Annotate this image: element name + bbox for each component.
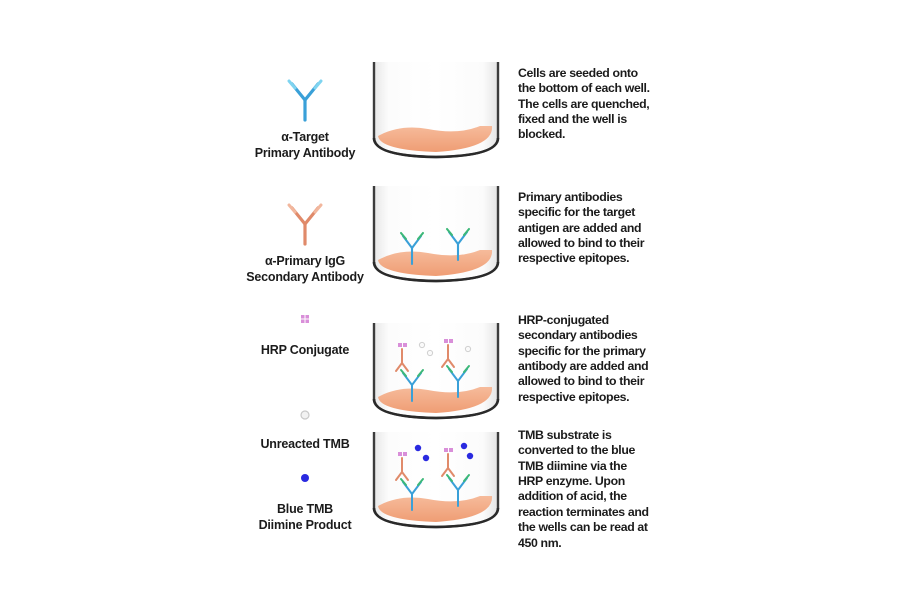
step-4-legend-label: Blue TMB Diimine Product [258, 502, 352, 532]
antibody-y-icon [230, 70, 380, 130]
step-1-well [370, 58, 500, 158]
step-2-legend-label: α-Primary IgG Secondary Antibody [246, 254, 364, 284]
antibody-y-icon [230, 194, 380, 254]
step-1-description: Cells are seeded onto the bottom of each well. The cells are quenched, fixed and the well is blocked. [518, 66, 650, 142]
tmb-dot-icon [230, 466, 380, 490]
step-1-legend [230, 70, 380, 161]
step-3-legend-label-2: Unreacted TMB [260, 436, 350, 451]
tmb-circle-icon [230, 401, 380, 429]
step-4-well [370, 428, 500, 528]
step-2-well [370, 182, 500, 282]
step-3-well [370, 319, 500, 419]
step-2-legend [230, 194, 380, 285]
step-4-description: TMB substrate is converted to the blue TMB diimine via the HRP enzyme. Upon addition of acid, the reaction terminates and the wells can be read at 450 nm. [518, 428, 649, 550]
step-4-legend [230, 466, 380, 533]
step-2-description: Primary antibodies specific for the target antigen are added and allowed to bind to their respective epitopes. [518, 190, 645, 266]
step-1-legend-label: α-Target Primary Antibody [254, 130, 356, 160]
step-3-legend-label: HRP Conjugate [260, 343, 350, 357]
hrp-square-icon [230, 305, 380, 333]
step-3-legend [230, 305, 380, 452]
step-3-description: HRP-conjugated secondary antibodies specific for the primary antibody are added and allowed to bind to their respective epitopes. [518, 313, 649, 404]
